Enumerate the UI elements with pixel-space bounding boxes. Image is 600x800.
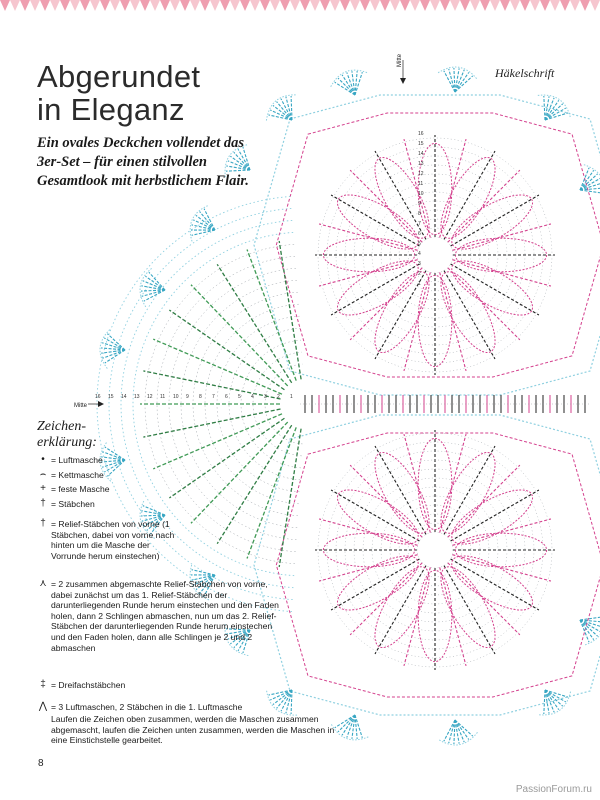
legend-title-line-2: erklärung: (37, 435, 97, 450)
lower-motif-spoke (452, 555, 551, 581)
perimeter-scallop (328, 65, 374, 102)
title-line-2: in Eleganz (37, 92, 185, 127)
row-number: 1 (290, 394, 293, 400)
legend-title (37, 419, 117, 451)
scallop-stitch (102, 348, 125, 360)
row-number: 15 (418, 141, 424, 147)
upper-motif-ring (417, 237, 453, 273)
upper-motif-spoke (440, 139, 466, 238)
scallop-stitch (441, 71, 459, 92)
row-number: 7 (212, 394, 215, 400)
mitte-left-label: Mitte (74, 403, 88, 409)
legend-item-text: = Relief-Stäbchen von vorne (1 Stäbchen, dabei von vorne nach hinten um die Masche der Vorrunde herum einstechen) (51, 519, 175, 561)
row-number: 1 (418, 281, 421, 287)
legend-item-text: = Dreifachstäbchen (51, 680, 126, 690)
upper-motif-spoke (452, 260, 551, 286)
perimeter-scallop (529, 679, 576, 722)
row-number: 2 (277, 394, 280, 400)
perimeter-scallop (435, 717, 479, 749)
left-fan-spoke (279, 241, 301, 379)
lower-motif-petal (444, 480, 540, 555)
perimeter-scallop (570, 160, 600, 207)
row-number: 4 (251, 394, 254, 400)
left-fan-spoke (279, 429, 301, 567)
row-number: 9 (186, 394, 189, 400)
row-number: 6 (418, 231, 421, 237)
scallop-stitch (144, 287, 165, 305)
legend-item-text: = Kettmasche (51, 470, 104, 480)
row-number: 3 (264, 394, 267, 400)
scallop-stitch (533, 96, 556, 120)
triple-stitch-icon: ‡ (40, 679, 46, 690)
left-fan-spoke (169, 310, 284, 390)
row-number: 8 (418, 211, 421, 217)
plus-icon: + (40, 483, 46, 494)
legend-item-text: = 3 Luftmaschen, 2 Stäbchen in die 1. Luftmasche (51, 702, 243, 712)
lower-motif-spoke (319, 555, 418, 581)
row-number: 5 (418, 241, 421, 247)
row-number: 13 (134, 394, 140, 400)
watermark: PassionForum.ru (515, 784, 592, 795)
cluster-icon: ⋀ (38, 701, 48, 712)
relief-stitch-icon: † (40, 518, 46, 529)
lower-motif-spoke (404, 434, 430, 533)
row-number: 5 (238, 394, 241, 400)
row-number: 16 (418, 131, 424, 137)
row-number: 10 (173, 394, 179, 400)
perimeter-scallop (435, 64, 479, 96)
page-title (37, 60, 200, 126)
scallop-stitch (537, 96, 558, 120)
legend-item-text: = Stäbchen (51, 499, 95, 509)
lower-motif-petal (444, 546, 540, 621)
row-number: 10 (418, 191, 424, 197)
left-fan-spoke (247, 250, 296, 381)
perimeter-scallop (570, 603, 600, 650)
perimeter-scallop (184, 201, 224, 248)
tall-cross-icon: † (40, 498, 46, 509)
row-number: 12 (418, 171, 424, 177)
upper-motif-spoke (319, 260, 418, 286)
title-line-1: Abgerundet (37, 59, 201, 94)
row-number: 9 (418, 201, 421, 207)
relief-decrease-icon: ⋏ (39, 578, 47, 589)
scallop-stitch (141, 286, 165, 295)
scallop-stitch (195, 212, 219, 230)
scallop-stitch (533, 690, 556, 714)
arc-icon: ⌢ (39, 469, 47, 480)
mitte-top-label: Mitte (397, 53, 403, 67)
page-number: 8 (38, 758, 44, 769)
scallop-stitch (335, 77, 355, 100)
scallop-stitch (580, 179, 600, 199)
row-number: 11 (160, 394, 166, 400)
row-number: 4 (418, 251, 421, 257)
row-number: 6 (225, 394, 228, 400)
lower-motif-ring (417, 532, 453, 568)
scallop-stitch (537, 690, 558, 714)
legend-item-text: = feste Masche (51, 484, 110, 494)
row-number: 8 (199, 394, 202, 400)
left-fan-ring (193, 292, 298, 516)
row-number: 13 (418, 161, 424, 167)
perimeter-scallop (137, 266, 169, 310)
legend-note: Laufen die Zeichen oben zusammen, werden die Maschen zusammen abgemascht, laufen die Zeichen unten zusammen, werden die Maschen in eine Einstichstelle gearbeitet. (51, 714, 335, 746)
upper-motif-petal (330, 251, 426, 326)
scallop-stitch (273, 102, 292, 123)
page-subtitle: Ein ovales Deckchen vollendet das 3er-Set – für einen stilvollen Gesamtlook mit herbstlichem Flair. (37, 135, 249, 189)
scallop-stitch (450, 68, 459, 92)
upper-motif-spoke (319, 224, 418, 250)
dot-icon: • (41, 454, 45, 465)
row-number: 3 (418, 261, 421, 267)
row-number: 11 (418, 181, 424, 187)
diagram-label: Häkelschrift (495, 66, 555, 80)
row-number: 14 (121, 394, 127, 400)
row-number: 14 (418, 151, 424, 157)
row-number: 12 (147, 394, 153, 400)
lower-motif-spoke (440, 434, 466, 533)
row-number: 15 (108, 394, 114, 400)
row-number: 7 (418, 221, 421, 227)
row-number: 16 (95, 394, 101, 400)
mitte-top-arrowhead (400, 78, 406, 84)
mitte-left-arrowhead (98, 401, 104, 407)
perimeter-scallop (261, 88, 308, 133)
scallop-stitch (450, 720, 459, 744)
lower-motif-spoke (319, 519, 418, 545)
scallop-stitch (277, 99, 296, 120)
legend-item-text: = 2 zusammen abgemaschte Relief-Stäbchen von vorne, dabei zunächst um das 1. Relief-Stäbchen der darunterliegenden Runde herum einstechen und den Faden holen, dann 2 Schlingen abmaschen, nun um das 2. Relief-Stäbchen der darunterliegenden Runde herum einstechen und den Faden holen, dann alle Schlingen je 2 und 2 abmaschen (51, 579, 279, 653)
upper-motif-spoke (440, 272, 466, 371)
legend-title-line-1: Zeichen- (37, 419, 86, 434)
lower-motif-spoke (440, 567, 466, 666)
scallop-stitch (441, 720, 459, 741)
scallop-stitch (338, 75, 355, 99)
legend-item-text: = Luftmasche (51, 455, 103, 465)
perimeter-scallop (529, 88, 576, 131)
upper-motif-petal (330, 185, 426, 260)
perimeter-scallop (98, 328, 126, 370)
row-number: 2 (418, 271, 421, 277)
left-fan-spoke (153, 339, 282, 394)
left-fan-spoke (143, 409, 280, 437)
